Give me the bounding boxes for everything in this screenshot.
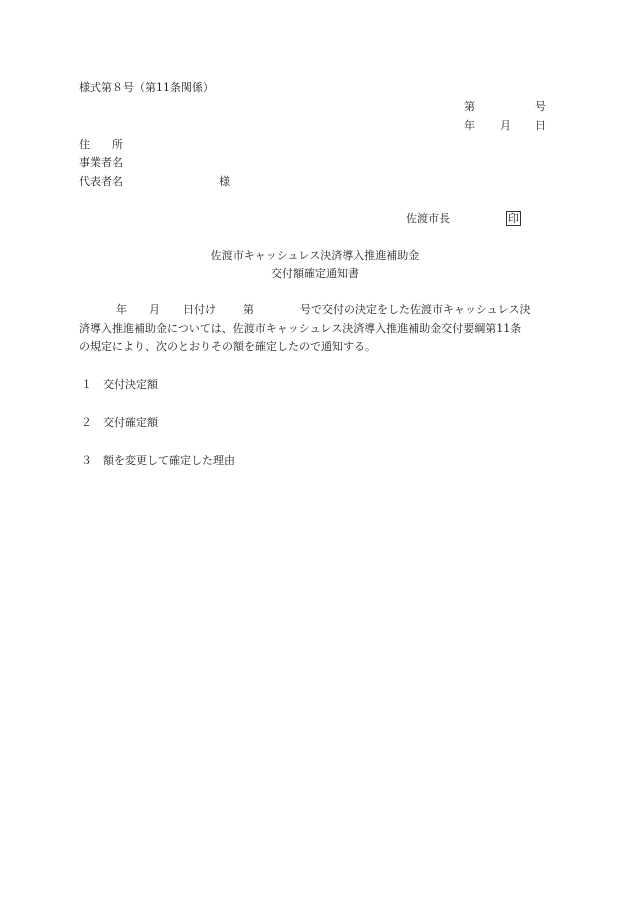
body-no: 第 bbox=[243, 303, 254, 316]
body-line-2: 済導入推進補助金については、佐渡市キャッシュレス決済導入推進補助金交付要綱第11条 bbox=[79, 322, 522, 335]
body-line-1: 号で交付の決定をした佐渡市キャッシュレス決 bbox=[300, 303, 531, 316]
item-2-number: ２ bbox=[81, 416, 92, 429]
sender-block bbox=[406, 211, 521, 226]
body-dated: 日付け bbox=[183, 303, 216, 316]
address-label: 住 所 bbox=[79, 138, 123, 151]
item-3-label: 額を変更して確定した理由 bbox=[103, 454, 235, 467]
title-line-1: 佐渡市キャッシュレス決済導入推進補助金 bbox=[210, 249, 420, 262]
body-month: 月 bbox=[149, 303, 160, 316]
body-line-3: の規定により、次のとおりその額を確定したので通知する。 bbox=[79, 340, 376, 353]
item-1-number: １ bbox=[81, 378, 92, 391]
number-suffix: 号 bbox=[535, 100, 546, 113]
title-line-2: 交付額確定通知書 bbox=[271, 267, 359, 280]
seal-mark: 印 bbox=[508, 212, 519, 225]
honorific: 様 bbox=[219, 175, 230, 188]
item-2-label: 交付確定額 bbox=[103, 416, 158, 429]
representative-label: 代表者名 bbox=[79, 175, 123, 188]
item-3-number: ３ bbox=[81, 454, 92, 467]
date-year: 年 bbox=[464, 119, 475, 132]
business-name-label: 事業者名 bbox=[79, 156, 123, 169]
body-year: 年 bbox=[116, 303, 127, 316]
form-label: 様式第８号（第11条関係） bbox=[79, 81, 214, 94]
date-day: 日 bbox=[535, 119, 546, 132]
item-1-label: 交付決定額 bbox=[103, 378, 158, 391]
number-prefix: 第 bbox=[464, 100, 475, 113]
date-month: 月 bbox=[500, 119, 511, 132]
sender-title: 佐渡市長 bbox=[406, 212, 450, 225]
